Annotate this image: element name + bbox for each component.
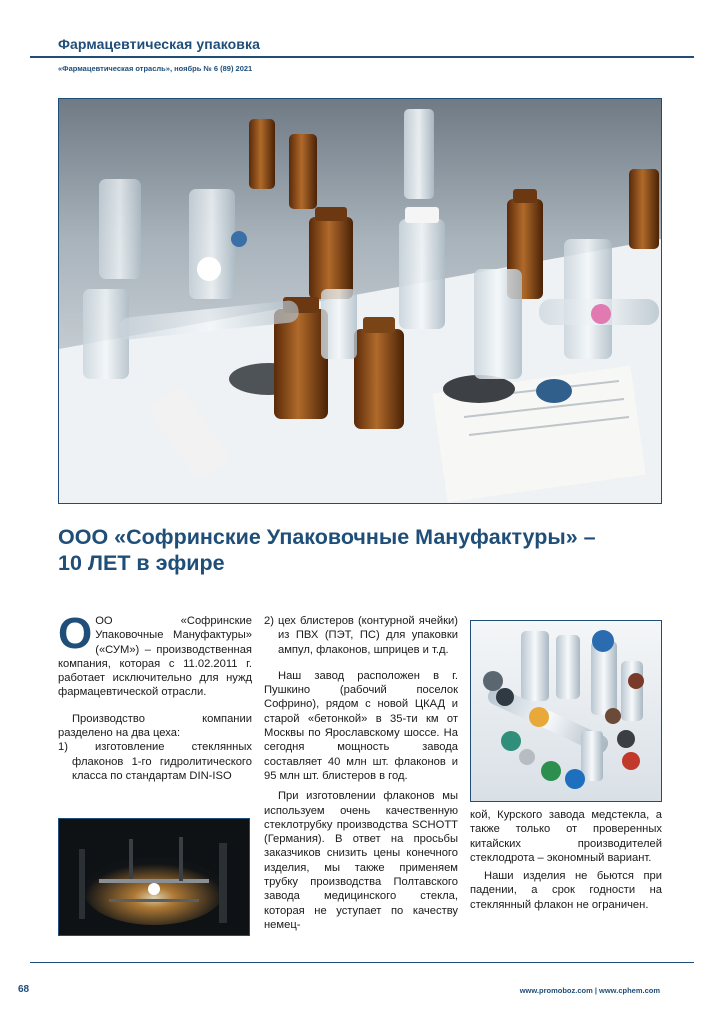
durability-paragraph: Наши изделия не бьются при падении, а срок годности на стеклянный флакон не ограничен. [470,870,662,911]
text-column-2 [264,614,458,932]
factory-photo [58,818,250,936]
headline-line-2: 10 ЛЕТ в эфире [58,551,225,575]
intro-paragraph [58,609,252,700]
glass-tube-paragraph-continued: кой, Курского завода медстекла, а также только от проверенных китайских производителей стеклодрота – экономный вариант. [470,809,662,864]
header-rule [30,56,694,58]
headline-line-1: ООО «Софринские Упаковочные Мануфактуры» – [58,525,596,549]
plant-location-paragraph: Наш завод расположен в г. Пушкино (рабочий поселок Софрино), рядом с новой ЦКАД и старой «бетонкой» в 35-ти км от Москвы по Ярославскому шоссе. На сегодня мощность завода составляет 40 млн шт. флаконов и 95 млн шт. блистеров в год. [264,669,458,782]
glass-tube-paragraph: При изготовлении флаконов мы используем очень качественную стеклотрубку производства SCHOTT (Германия). В ответ на просьбы заказчиков снизить цены конечного изделия, мы также применяем трубку производства Полтавского завода медицинского стекла, которая не уступает по качеству немец- [264,790,458,931]
issue-info: «Фармацевтическая отрасль», ноябрь № 6 (89) 2021 [58,64,253,73]
intro-text: ОО «Софринские Упаковочные Мануфактуры» («СУМ») – производственная компания, которая с 11.02.2011 г. работает исключительно для нужд фармацевтической отрасли. [58,615,252,699]
footer-urls: www.promoboz.com | www.cphem.com [519,986,660,995]
list-item-2: 2) цех блистеров (контурной ячейки) из ПВХ (ПЭТ, ПС) для упаковки ампул, флаконов, шприцев и т.д. [264,615,458,656]
article-headline [58,524,698,576]
production-paragraph: Производство компании разделено на два цеха: [58,712,252,740]
vials-product-photo [470,620,662,802]
section-title: Фармацевтическая упаковка [58,36,261,52]
text-column-1 [58,609,252,783]
list-item-1: 1) изготовление стеклянных флаконов 1-го гидролитического класса по стандартам DIN-ISO [58,741,252,782]
page-number: 68 [18,984,30,995]
drop-cap: О [58,609,93,658]
hero-photo-vials [58,98,662,504]
footer-rule [30,962,694,963]
text-column-3 [470,808,662,912]
